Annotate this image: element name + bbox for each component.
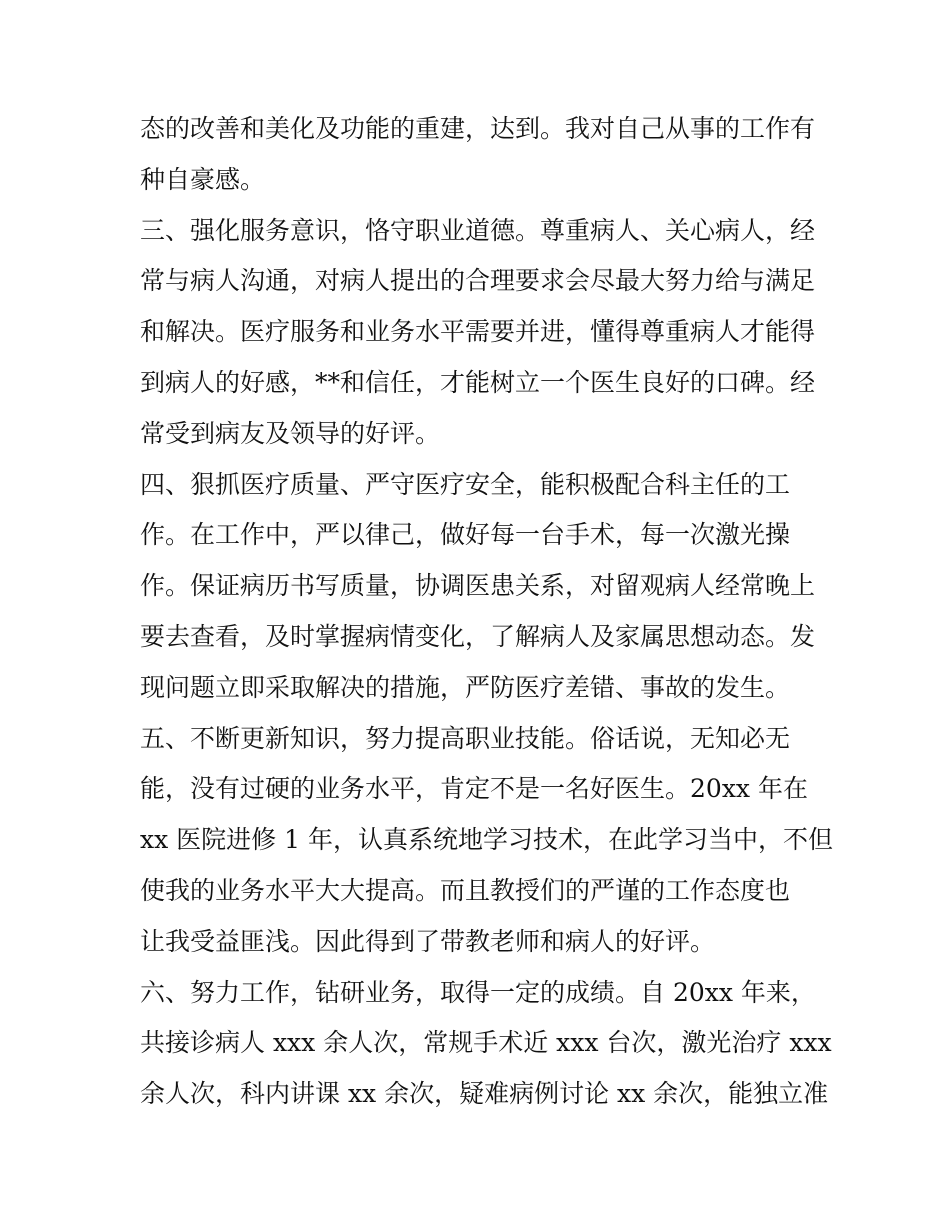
text-line: 六、努力工作，钻研业务，取得一定的成绩。自 20xx 年来， bbox=[140, 977, 816, 1007]
text-line: 让我受益匪浅。因此得到了带教老师和病人的好评。 bbox=[140, 926, 716, 956]
text-line: 现问题立即采取解决的措施，严防医疗差错、事故的发生。 bbox=[140, 672, 791, 702]
text-line: 和解决。医疗服务和业务水平需要并进，懂得尊重病人才能得 bbox=[140, 317, 816, 347]
text-line: 使我的业务水平大大提高。而且教授们的严谨的工作态度也 bbox=[140, 875, 791, 905]
text-line: 共接诊病人 xxx 余人次，常规手术近 xxx 台次，激光治疗 xxx bbox=[140, 1028, 832, 1058]
text-line: 到病人的好感，**和信任，才能树立一个医生良好的口碑。经 bbox=[140, 367, 816, 397]
text-line: 作。在工作中，严以律己，做好每一台手术，每一次激光操 bbox=[140, 520, 791, 550]
text-line: 余人次，科内讲课 xx 余次，疑难病例讨论 xx 余次，能独立准 bbox=[140, 1079, 829, 1109]
text-line: 四、狠抓医疗质量、严守医疗安全，能积极配合科主任的工 bbox=[140, 469, 791, 499]
text-line: 常受到病友及领导的好评。 bbox=[140, 418, 441, 448]
text-line: 作。保证病历书写质量，协调医患关系，对留观病人经常晚上 bbox=[140, 571, 816, 601]
text-line: 种自豪感。 bbox=[140, 164, 266, 194]
text-line: 五、不断更新知识，努力提高职业技能。俗话说，无知必无 bbox=[140, 723, 791, 753]
text-line: 三、强化服务意识，恪守职业道德。尊重病人、关心病人，经 bbox=[140, 215, 816, 245]
text-line: 态的改善和美化及功能的重建，达到。我对自己从事的工作有 bbox=[140, 114, 816, 143]
body-text bbox=[140, 104, 833, 1120]
text-line: 能，没有过硬的业务水平，肯定不是一名好医生。20xx 年在 bbox=[140, 774, 808, 804]
text-line: xx 医院进修 1 年，认真系统地学习技术，在此学习当中，不但 bbox=[140, 825, 833, 855]
text-line: 要去查看，及时掌握病情变化，了解病人及家属思想动态。发 bbox=[140, 621, 816, 651]
text-line: 常与病人沟通，对病人提出的合理要求会尽最大努力给与满足 bbox=[140, 266, 816, 296]
